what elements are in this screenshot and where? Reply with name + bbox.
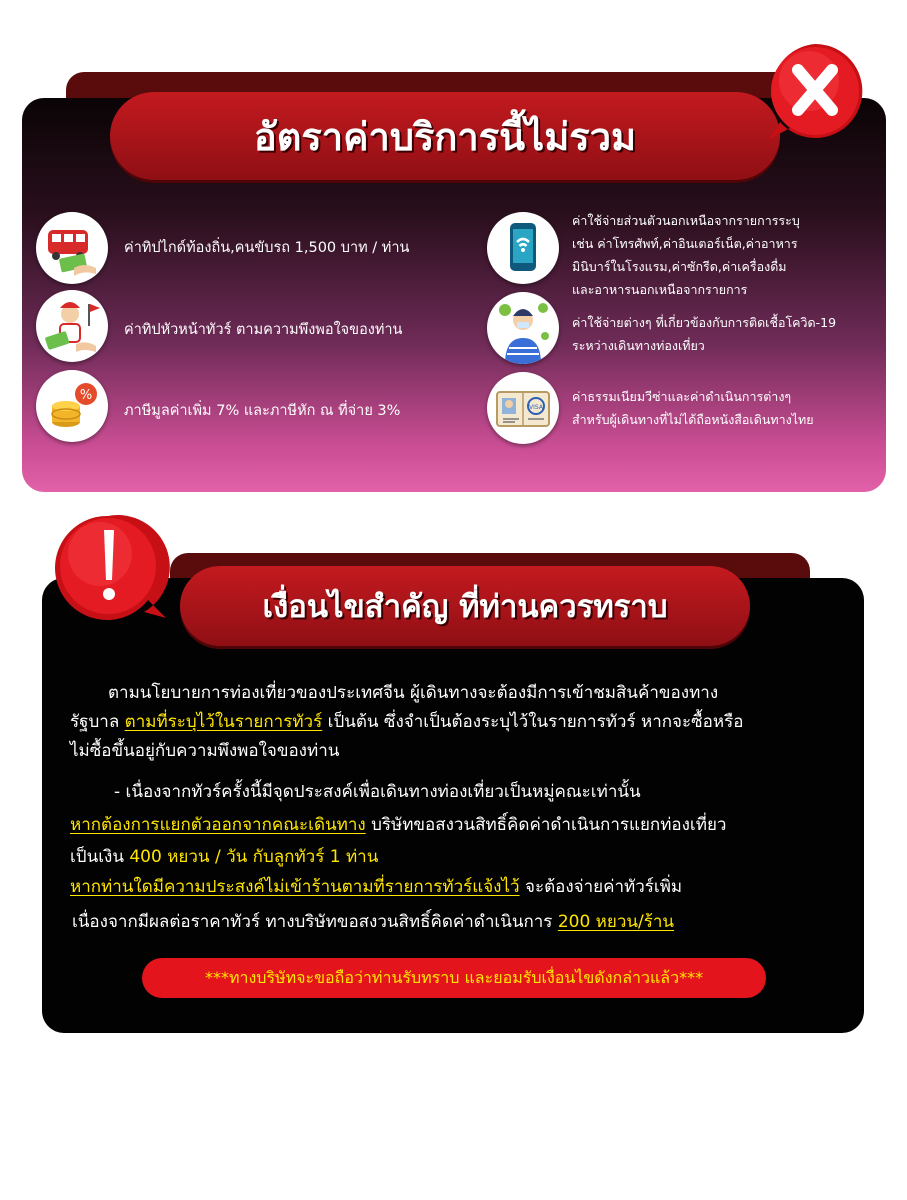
excluded-item-line: สำหรับผู้เดินทางที่ไม่ได้ถือหนังสือเดินทางไทย [572, 412, 814, 427]
excluded-item-line: ระหว่างเดินทางท่องเที่ยว [572, 338, 705, 353]
condition-text-line: ไม่ซื้อขึ้นอยู่กับความพึงพอใจของท่าน [70, 741, 340, 761]
condition-text: รัฐบาล [70, 712, 125, 732]
tour-leader-money-icon [36, 290, 108, 362]
condition-text-line: ตามนโยบายการท่องเที่ยวของประเทศจีน ผู้เดินทางจะต้องมีการเข้าชมสินค้าของทาง [108, 683, 719, 703]
excluded-item-line: มินิบาร์ในโรงแรม,ค่าซักรีด,ค่าเครื่องดื่ม [572, 259, 787, 274]
excluded-item-text: ค่าทิปไกด์ท้องถิ่น,คนขับรถ 1,500 บาท / ท่าน [124, 240, 410, 256]
coins-percent-icon [36, 370, 108, 442]
excluded-item-text [572, 385, 814, 431]
smartphone-wifi-icon [487, 212, 559, 284]
condition-text-line: - เนื่องจากทัวร์ครั้งนี้มีจุดประสงค์เพื่อเดินทางท่องเที่ยวเป็นหมู่คณะเท่านั้น [114, 782, 641, 802]
condition-text-line [72, 911, 674, 933]
excluded-title: อัตราค่าบริการนี้ไม่รวม [253, 114, 637, 159]
condition-text: เป็นเงิน [70, 847, 130, 867]
excluded-item-line: ค่าธรรมเนียมวีซ่าและค่าดำเนินการต่างๆ [572, 389, 792, 404]
condition-highlight: 200 หยวน/ร้าน [557, 912, 675, 932]
x-mark-icon [760, 36, 870, 146]
condition-text-line [70, 846, 378, 868]
excluded-item-text [572, 209, 800, 301]
condition-highlight: หากต้องการแยกตัวออกจากคณะเดินทาง [70, 815, 366, 835]
condition-highlight: 400 หยวน / วัน กับลูกทัวร์ 1 ท่าน [129, 847, 379, 867]
svg-text:VISA: VISA [529, 404, 543, 411]
excluded-item-text: ภาษีมูลค่าเพิ่ม 7% และภาษีหัก ณ ที่จ่าย 3% [124, 403, 401, 419]
excluded-item-text [572, 311, 836, 357]
condition-text-line [70, 814, 726, 836]
bus-money-icon [36, 212, 108, 284]
excluded-item-line: และอาหารนอกเหนือจากรายการ [572, 282, 748, 297]
conditions-title: เงื่อนไขสำคัญ ที่ท่านควรทราบ [262, 589, 668, 625]
excluded-item-line: ค่าใช้จ่ายต่างๆ ที่เกี่ยวข้องกับการติดเชื้อโควิด-19 [572, 315, 837, 330]
visa-passport-icon [487, 372, 559, 444]
condition-text: เนื่องจากมีผลต่อราคาทัวร์ ทางบริษัทขอสงวนสิทธิ์คิดค่าดำเนินการ [72, 912, 558, 932]
svg-text:%: % [79, 388, 93, 403]
excluded-item-text: ค่าทิปหัวหน้าทัวร์ ตามความพึงพอใจของท่าน [124, 322, 403, 338]
condition-text: บริษัทขอสงวนสิทธิ์คิดค่าดำเนินการแยกท่องเที่ยว [365, 815, 727, 835]
condition-text-line [70, 711, 743, 733]
condition-text: จะต้องจ่ายค่าทัวร์เพิ่ม [519, 877, 683, 897]
acceptance-notice-badge: ***ทางบริษัทจะขอถือว่าท่านรับทราบ และยอมรับเงื่อนไขดังกล่าวแล้ว*** [142, 958, 766, 998]
condition-text-line [70, 876, 682, 898]
condition-highlight: หากท่านใดมีความประสงค์ไม่เข้าร้านตามที่รายการทัวร์แจ้งไว้ [70, 877, 520, 897]
condition-highlight: ตามที่ระบุไว้ในรายการทัวร์ [124, 712, 323, 732]
exclamation-icon [48, 508, 170, 630]
covid-person-icon [487, 292, 559, 364]
excluded-item-line: ค่าใช้จ่ายส่วนตัวนอกเหนือจากรายการระบุ [572, 213, 800, 228]
excluded-item-line: เช่น ค่าโทรศัพท์,ค่าอินเตอร์เน็ต,ค่าอาหาร [572, 236, 798, 251]
condition-text: เป็นต้น ซึ่งจำเป็นต้องระบุไว้ในรายการทัวร์ หากจะซื้อหรือ [322, 712, 744, 732]
